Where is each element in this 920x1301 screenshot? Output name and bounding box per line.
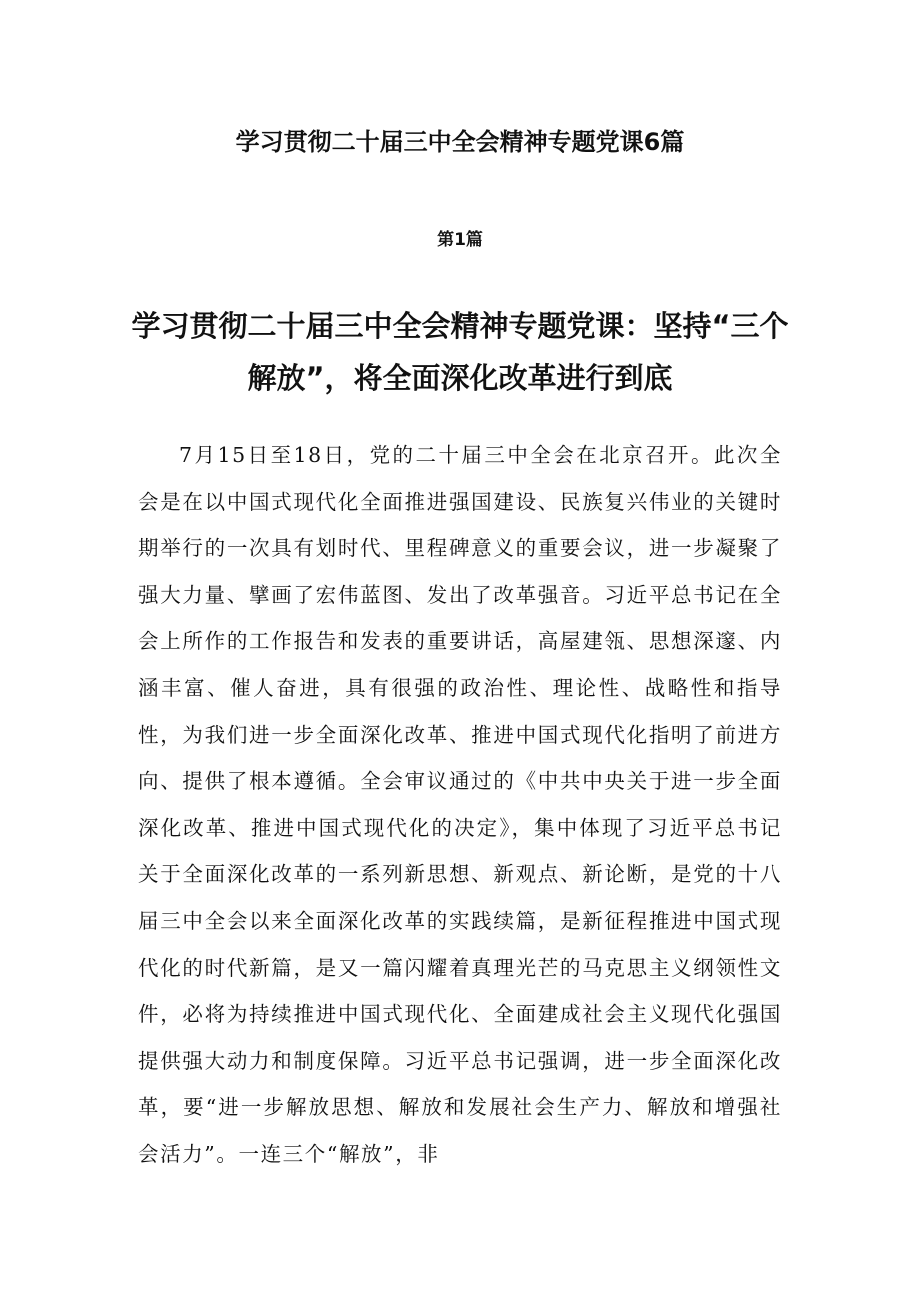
body-paragraph: 7月15日至18日，党的二十届三中全会在北京召开。此次全会是在以中国式现代化全面推进强国建设、民族复兴伟业的关键时期举行的一次具有划时代、里程碑意义的重要会议，进一步凝聚了强大力量、擘画了宏伟蓝图、发出了改革强音。习近平总书记在全会上所作的工作报告和发表的重要讲话，高屋建瓴、思想深邃、内涵丰富、催人奋进，具有很强的政治性、理论性、战略性和指导性，为我们进一步全面深化改革、推进中国式现代化指明了前进方向、提供了根本遵循。全会审议通过的《中共中央关于进一步全面深化改革、推进中国式现代化的决定》，集中体现了习近平总书记关于全面深化改革的一系列新思想、新观点、新论断，是党的十八届三中全会以来全面深化改革的实践续篇，是新征程推进中国式现代化的时代新篇，是又一篇闪耀着真理光芒的马克思主义纲领性文件，必将为持续推进中国式现代化、全面建成社会主义现代化强国提供强大动力和制度保障。习近平总书记强调，进一步全面深化改革，要“进一步解放思想、解放和发展社会生产力、解放和增强社会活力”。一连三个“解放”，非: [138, 443, 782, 1166]
document-title: 学习贯彻二十届三中全会精神专题党课6篇: [235, 128, 685, 156]
part-label: 第1篇: [437, 230, 483, 250]
article-title: 学习贯彻二十届三中全会精神专题党课：坚持“三个解放”，将全面深化改革进行到底: [131, 309, 789, 395]
